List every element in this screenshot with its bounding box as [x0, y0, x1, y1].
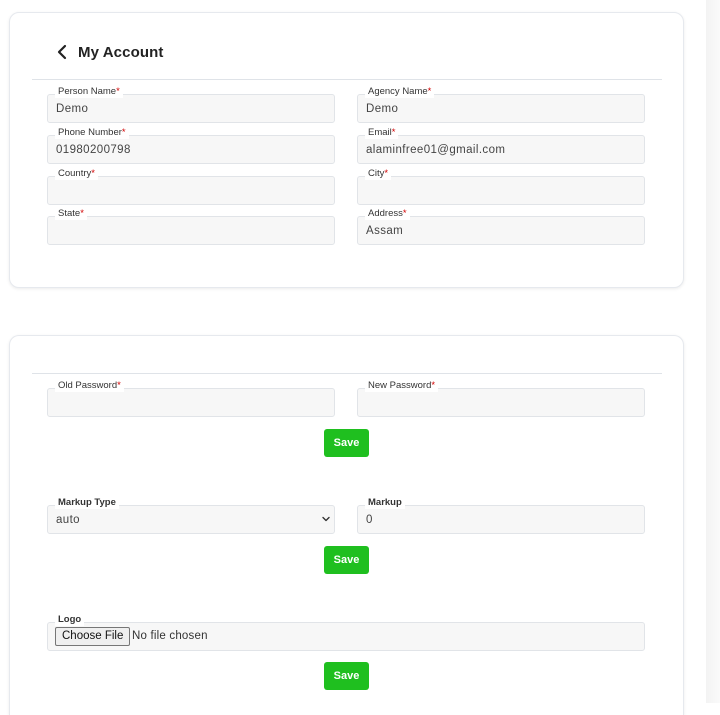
agency-name-value: Demo	[366, 103, 399, 115]
page-title: My Account	[78, 43, 164, 61]
email-value: alaminfree01@gmail.com	[366, 144, 506, 156]
divider	[32, 373, 662, 374]
page-header	[54, 43, 163, 61]
city-field[interactable]	[357, 168, 645, 205]
person-name-label: Person Name*	[55, 86, 123, 98]
markup-label: Markup	[365, 497, 405, 509]
email-label: Email*	[365, 127, 398, 139]
city-label: City*	[365, 168, 391, 180]
address-field[interactable]	[357, 208, 645, 245]
choose-file-button[interactable]: Choose File	[55, 627, 130, 646]
chevron-left-icon[interactable]	[54, 43, 72, 61]
country-input[interactable]	[47, 176, 335, 205]
markup-type-dropdown[interactable]	[47, 505, 335, 534]
old-password-label: Old Password*	[55, 380, 124, 392]
agency-name-field[interactable]	[357, 86, 645, 123]
markup-type-select[interactable]	[47, 497, 335, 534]
country-label: Country*	[55, 168, 98, 180]
state-label: State*	[55, 208, 87, 220]
save-logo-button[interactable]: Save	[324, 662, 369, 690]
address-label: Address*	[365, 208, 410, 220]
phone-number-label: Phone Number*	[55, 127, 129, 139]
account-card	[9, 12, 684, 288]
state-field[interactable]	[47, 208, 335, 245]
markup-field[interactable]	[357, 497, 645, 534]
phone-number-value: 01980200798	[56, 144, 131, 156]
file-status-text: No file chosen	[132, 630, 208, 642]
new-password-field[interactable]	[357, 380, 645, 417]
old-password-input[interactable]	[47, 388, 335, 417]
country-field[interactable]	[47, 168, 335, 205]
old-password-field[interactable]	[47, 380, 335, 417]
city-input[interactable]	[357, 176, 645, 205]
agency-name-input[interactable]	[357, 94, 645, 123]
divider	[32, 79, 662, 80]
chevron-down-icon	[321, 514, 331, 524]
save-markup-button[interactable]: Save	[324, 546, 369, 574]
save-password-button[interactable]: Save	[324, 429, 369, 457]
markup-type-value: auto	[56, 514, 80, 526]
person-name-field[interactable]	[47, 86, 335, 123]
scroll-gutter	[706, 0, 720, 703]
markup-value: 0	[366, 514, 373, 526]
markup-input[interactable]	[357, 505, 645, 534]
person-name-input[interactable]	[47, 94, 335, 123]
phone-number-field[interactable]	[47, 127, 335, 164]
settings-card	[9, 335, 684, 715]
new-password-label: New Password*	[365, 380, 438, 392]
new-password-input[interactable]	[357, 388, 645, 417]
logo-upload-field[interactable]	[47, 614, 645, 651]
logo-label: Logo	[55, 614, 84, 626]
state-input[interactable]	[47, 216, 335, 245]
person-name-value: Demo	[56, 103, 89, 115]
markup-type-label: Markup Type	[55, 497, 119, 509]
agency-name-label: Agency Name*	[365, 86, 434, 98]
email-field[interactable]	[357, 127, 645, 164]
address-value: Assam	[366, 225, 404, 237]
